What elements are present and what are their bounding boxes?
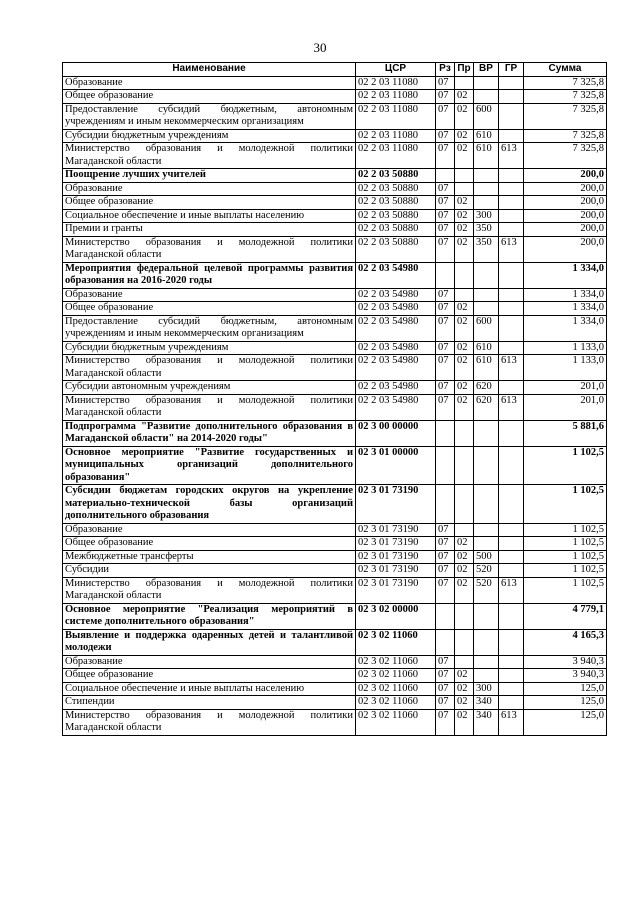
cell-csr: 02 2 03 11080 [356, 143, 436, 169]
cell-csr: 02 2 03 50880 [356, 236, 436, 262]
cell-vr [474, 485, 499, 524]
cell-csr: 02 2 03 54980 [356, 302, 436, 316]
cell-name: Субсидии бюджетам городских округов на укрепление материально-технической базы организаций дополнительного образования [63, 485, 356, 524]
cell-pr [455, 603, 474, 629]
cell-vr [474, 629, 499, 655]
cell-name: Мероприятия федеральной целевой программы развития образования на 2016-2020 годы [63, 262, 356, 288]
cell-vr: 300 [474, 682, 499, 696]
cell-sum: 1 102,5 [524, 523, 607, 537]
cell-name: Министерство образования и молодежной политики Магаданской области [63, 709, 356, 735]
cell-sum: 4 779,1 [524, 603, 607, 629]
cell-pr: 02 [455, 669, 474, 683]
cell-csr: 02 3 02 11060 [356, 669, 436, 683]
cell-vr [474, 669, 499, 683]
cell-name: Предоставление субсидий бюджетным, автономным учреждениям и иным некоммерческим организациям [63, 315, 356, 341]
cell-rz: 07 [436, 523, 455, 537]
table-row [63, 315, 607, 341]
table-row [63, 103, 607, 129]
cell-pr: 02 [455, 381, 474, 395]
cell-rz: 07 [436, 236, 455, 262]
cell-rz [436, 603, 455, 629]
cell-csr: 02 3 02 11060 [356, 696, 436, 710]
cell-name: Социальное обеспечение и иные выплаты населению [63, 682, 356, 696]
cell-sum: 1 102,5 [524, 446, 607, 485]
cell-csr: 02 2 03 11080 [356, 76, 436, 90]
table-row [63, 90, 607, 104]
cell-csr: 02 2 03 50880 [356, 196, 436, 210]
table-row [63, 288, 607, 302]
table-row [63, 564, 607, 578]
cell-rz: 07 [436, 341, 455, 355]
cell-pr: 02 [455, 209, 474, 223]
cell-pr: 02 [455, 129, 474, 143]
cell-pr: 02 [455, 537, 474, 551]
cell-sum: 1 102,5 [524, 564, 607, 578]
page-number: 30 [313, 40, 327, 55]
cell-name: Стипендии [63, 696, 356, 710]
cell-vr: 520 [474, 577, 499, 603]
cell-gr [499, 682, 524, 696]
table-row [63, 302, 607, 316]
cell-pr [455, 262, 474, 288]
cell-gr [499, 288, 524, 302]
cell-csr: 02 3 01 73190 [356, 537, 436, 551]
cell-sum: 1 102,5 [524, 537, 607, 551]
table-row [63, 696, 607, 710]
table-row [63, 682, 607, 696]
cell-name: Межбюджетные трансферты [63, 550, 356, 564]
cell-sum: 7 325,8 [524, 90, 607, 104]
cell-vr: 610 [474, 341, 499, 355]
cell-pr: 02 [455, 90, 474, 104]
cell-sum: 200,0 [524, 209, 607, 223]
cell-pr: 02 [455, 341, 474, 355]
cell-vr: 340 [474, 709, 499, 735]
cell-gr [499, 446, 524, 485]
cell-sum: 200,0 [524, 169, 607, 183]
cell-rz: 07 [436, 564, 455, 578]
cell-name: Подпрограмма "Развитие дополнительного образования в Магаданской области" на 2014-2020 годы" [63, 420, 356, 446]
cell-pr: 02 [455, 315, 474, 341]
cell-vr: 350 [474, 223, 499, 237]
cell-rz [436, 262, 455, 288]
cell-csr: 02 3 01 73190 [356, 485, 436, 524]
cell-vr [474, 196, 499, 210]
cell-name: Образование [63, 523, 356, 537]
table-row [63, 629, 607, 655]
cell-pr: 02 [455, 103, 474, 129]
cell-sum: 125,0 [524, 709, 607, 735]
cell-rz: 07 [436, 655, 455, 669]
cell-rz: 07 [436, 355, 455, 381]
cell-gr [499, 262, 524, 288]
cell-pr [455, 76, 474, 90]
cell-name: Субсидии бюджетным учреждениям [63, 129, 356, 143]
cell-vr: 600 [474, 315, 499, 341]
cell-vr [474, 182, 499, 196]
cell-gr [499, 209, 524, 223]
cell-csr: 02 2 03 54980 [356, 381, 436, 395]
cell-gr [499, 669, 524, 683]
cell-pr [455, 629, 474, 655]
cell-rz: 07 [436, 550, 455, 564]
cell-vr [474, 655, 499, 669]
cell-rz: 07 [436, 669, 455, 683]
table-row [63, 236, 607, 262]
table-row [63, 355, 607, 381]
cell-gr [499, 564, 524, 578]
table-row [63, 76, 607, 90]
header-rz: Рз [436, 63, 455, 77]
cell-csr: 02 2 03 54980 [356, 355, 436, 381]
cell-csr: 02 2 03 54980 [356, 288, 436, 302]
cell-sum: 200,0 [524, 223, 607, 237]
table-row [63, 196, 607, 210]
cell-gr [499, 315, 524, 341]
cell-name: Министерство образования и молодежной политики Магаданской области [63, 577, 356, 603]
cell-sum: 1 133,0 [524, 341, 607, 355]
cell-csr: 02 3 02 11060 [356, 629, 436, 655]
cell-sum: 7 325,8 [524, 129, 607, 143]
table-row [63, 182, 607, 196]
cell-rz: 07 [436, 103, 455, 129]
cell-gr: 613 [499, 143, 524, 169]
cell-sum: 7 325,8 [524, 103, 607, 129]
cell-gr [499, 485, 524, 524]
table-row [63, 537, 607, 551]
table-row [63, 420, 607, 446]
cell-vr: 520 [474, 564, 499, 578]
table-row [63, 523, 607, 537]
cell-pr: 02 [455, 696, 474, 710]
cell-name: Общее образование [63, 196, 356, 210]
header-sum: Сумма [524, 63, 607, 77]
cell-csr: 02 3 01 73190 [356, 577, 436, 603]
cell-pr [455, 182, 474, 196]
cell-csr: 02 3 00 00000 [356, 420, 436, 446]
cell-name: Министерство образования и молодежной политики Магаданской области [63, 143, 356, 169]
cell-name: Основное мероприятие "Реализация мероприятий в системе дополнительного образования" [63, 603, 356, 629]
cell-pr [455, 523, 474, 537]
cell-sum: 7 325,8 [524, 143, 607, 169]
cell-pr [455, 420, 474, 446]
cell-csr: 02 3 02 00000 [356, 603, 436, 629]
cell-gr [499, 196, 524, 210]
cell-csr: 02 3 01 73190 [356, 523, 436, 537]
cell-pr [455, 169, 474, 183]
cell-sum: 1 334,0 [524, 315, 607, 341]
cell-gr [499, 76, 524, 90]
cell-csr: 02 3 02 11060 [356, 682, 436, 696]
table-row [63, 603, 607, 629]
budget-table [62, 62, 607, 736]
cell-sum: 1 102,5 [524, 550, 607, 564]
cell-rz: 07 [436, 196, 455, 210]
cell-csr: 02 3 01 00000 [356, 446, 436, 485]
table-row [63, 169, 607, 183]
cell-name: Министерство образования и молодежной политики Магаданской области [63, 355, 356, 381]
cell-rz: 07 [436, 182, 455, 196]
table-row [63, 129, 607, 143]
table-row [63, 381, 607, 395]
cell-vr: 610 [474, 129, 499, 143]
cell-gr [499, 182, 524, 196]
cell-rz: 07 [436, 288, 455, 302]
cell-rz: 07 [436, 76, 455, 90]
cell-rz: 07 [436, 537, 455, 551]
cell-vr: 300 [474, 209, 499, 223]
cell-pr: 02 [455, 236, 474, 262]
cell-rz: 07 [436, 696, 455, 710]
cell-name: Образование [63, 182, 356, 196]
cell-gr: 613 [499, 236, 524, 262]
cell-pr: 02 [455, 355, 474, 381]
cell-vr: 610 [474, 355, 499, 381]
cell-rz [436, 485, 455, 524]
cell-gr: 613 [499, 577, 524, 603]
cell-name: Министерство образования и молодежной политики Магаданской области [63, 394, 356, 420]
cell-gr [499, 696, 524, 710]
cell-name: Общее образование [63, 90, 356, 104]
cell-gr [499, 655, 524, 669]
cell-vr [474, 262, 499, 288]
cell-name: Предоставление субсидий бюджетным, автономным учреждениям и иным некоммерческим организациям [63, 103, 356, 129]
cell-pr [455, 655, 474, 669]
cell-vr [474, 446, 499, 485]
cell-rz: 07 [436, 223, 455, 237]
cell-sum: 7 325,8 [524, 76, 607, 90]
header-pr: Пр [455, 63, 474, 77]
cell-name: Выявление и поддержка одаренных детей и талантливой молодежи [63, 629, 356, 655]
cell-pr: 02 [455, 196, 474, 210]
cell-rz: 07 [436, 315, 455, 341]
cell-sum: 3 940,3 [524, 655, 607, 669]
cell-sum: 1 133,0 [524, 355, 607, 381]
cell-rz: 07 [436, 143, 455, 169]
cell-rz [436, 446, 455, 485]
cell-sum: 200,0 [524, 196, 607, 210]
cell-sum: 1 334,0 [524, 302, 607, 316]
cell-sum: 1 102,5 [524, 577, 607, 603]
cell-rz [436, 629, 455, 655]
cell-name: Поощрение лучших учителей [63, 169, 356, 183]
header-name: Наименование [63, 63, 356, 77]
cell-vr [474, 302, 499, 316]
cell-name: Образование [63, 288, 356, 302]
cell-pr: 02 [455, 302, 474, 316]
cell-sum: 200,0 [524, 236, 607, 262]
cell-name: Образование [63, 655, 356, 669]
table-row [63, 709, 607, 735]
table-row [63, 446, 607, 485]
header-vr: ВР [474, 63, 499, 77]
cell-gr [499, 550, 524, 564]
cell-sum: 125,0 [524, 682, 607, 696]
cell-pr: 02 [455, 564, 474, 578]
header-csr: ЦСР [356, 63, 436, 77]
cell-gr [499, 629, 524, 655]
cell-pr: 02 [455, 223, 474, 237]
cell-vr [474, 537, 499, 551]
cell-sum: 5 881,6 [524, 420, 607, 446]
cell-rz: 07 [436, 302, 455, 316]
cell-vr: 620 [474, 394, 499, 420]
cell-vr: 340 [474, 696, 499, 710]
cell-gr: 613 [499, 394, 524, 420]
cell-gr [499, 169, 524, 183]
cell-rz: 07 [436, 381, 455, 395]
cell-sum: 1 334,0 [524, 288, 607, 302]
table-body [63, 76, 607, 735]
cell-sum: 3 940,3 [524, 669, 607, 683]
cell-name: Общее образование [63, 669, 356, 683]
cell-vr [474, 603, 499, 629]
cell-name: Министерство образования и молодежной политики Магаданской области [63, 236, 356, 262]
cell-vr: 620 [474, 381, 499, 395]
cell-name: Общее образование [63, 537, 356, 551]
cell-sum: 200,0 [524, 182, 607, 196]
cell-csr: 02 3 02 11060 [356, 709, 436, 735]
cell-csr: 02 2 03 54980 [356, 341, 436, 355]
cell-vr: 610 [474, 143, 499, 169]
cell-vr: 500 [474, 550, 499, 564]
cell-name: Субсидии [63, 564, 356, 578]
cell-csr: 02 3 01 73190 [356, 564, 436, 578]
table-row [63, 577, 607, 603]
cell-sum: 1 102,5 [524, 485, 607, 524]
cell-vr [474, 169, 499, 183]
cell-rz: 07 [436, 209, 455, 223]
cell-sum: 1 334,0 [524, 262, 607, 288]
cell-rz: 07 [436, 577, 455, 603]
cell-gr [499, 537, 524, 551]
cell-sum: 201,0 [524, 394, 607, 420]
cell-name: Субсидии автономным учреждениям [63, 381, 356, 395]
table-row [63, 143, 607, 169]
cell-csr: 02 2 03 11080 [356, 129, 436, 143]
table-row [63, 550, 607, 564]
cell-csr: 02 2 03 54980 [356, 262, 436, 288]
cell-gr [499, 129, 524, 143]
cell-sum: 125,0 [524, 696, 607, 710]
table-row [63, 485, 607, 524]
cell-csr: 02 3 02 11060 [356, 655, 436, 669]
table-row [63, 655, 607, 669]
cell-vr [474, 90, 499, 104]
cell-gr [499, 523, 524, 537]
table-row [63, 341, 607, 355]
cell-gr [499, 603, 524, 629]
cell-name: Премии и гранты [63, 223, 356, 237]
table-row [63, 223, 607, 237]
cell-pr: 02 [455, 682, 474, 696]
table-row [63, 209, 607, 223]
cell-csr: 02 2 03 50880 [356, 182, 436, 196]
cell-gr [499, 103, 524, 129]
cell-pr: 02 [455, 577, 474, 603]
cell-gr [499, 223, 524, 237]
cell-rz: 07 [436, 682, 455, 696]
cell-csr: 02 3 01 73190 [356, 550, 436, 564]
cell-pr: 02 [455, 394, 474, 420]
cell-pr: 02 [455, 143, 474, 169]
cell-csr: 02 2 03 54980 [356, 315, 436, 341]
cell-pr: 02 [455, 550, 474, 564]
cell-sum: 4 165,3 [524, 629, 607, 655]
cell-pr [455, 446, 474, 485]
cell-name: Образование [63, 76, 356, 90]
cell-rz: 07 [436, 709, 455, 735]
cell-rz: 07 [436, 394, 455, 420]
cell-vr [474, 420, 499, 446]
cell-gr [499, 381, 524, 395]
cell-name: Основное мероприятие "Развитие государственных и муниципальных организаций дополнительного образования" [63, 446, 356, 485]
header-gr: ГР [499, 63, 524, 77]
cell-name: Субсидии бюджетным учреждениям [63, 341, 356, 355]
cell-pr: 02 [455, 709, 474, 735]
cell-rz [436, 420, 455, 446]
cell-gr [499, 341, 524, 355]
table-row [63, 262, 607, 288]
cell-pr [455, 485, 474, 524]
cell-vr: 600 [474, 103, 499, 129]
table-row [63, 394, 607, 420]
cell-csr: 02 2 03 11080 [356, 103, 436, 129]
table-row [63, 669, 607, 683]
cell-name: Общее образование [63, 302, 356, 316]
cell-csr: 02 2 03 11080 [356, 90, 436, 104]
cell-gr [499, 302, 524, 316]
cell-vr [474, 523, 499, 537]
cell-vr [474, 76, 499, 90]
cell-rz: 07 [436, 129, 455, 143]
cell-rz [436, 169, 455, 183]
cell-name: Социальное обеспечение и иные выплаты населению [63, 209, 356, 223]
cell-rz: 07 [436, 90, 455, 104]
cell-gr [499, 420, 524, 446]
cell-vr: 350 [474, 236, 499, 262]
cell-gr: 613 [499, 709, 524, 735]
cell-csr: 02 2 03 50880 [356, 169, 436, 183]
cell-sum: 201,0 [524, 381, 607, 395]
table-header-row [63, 63, 607, 77]
cell-csr: 02 2 03 50880 [356, 223, 436, 237]
cell-pr [455, 288, 474, 302]
cell-gr: 613 [499, 355, 524, 381]
cell-csr: 02 2 03 54980 [356, 394, 436, 420]
cell-csr: 02 2 03 50880 [356, 209, 436, 223]
cell-vr [474, 288, 499, 302]
cell-gr [499, 90, 524, 104]
